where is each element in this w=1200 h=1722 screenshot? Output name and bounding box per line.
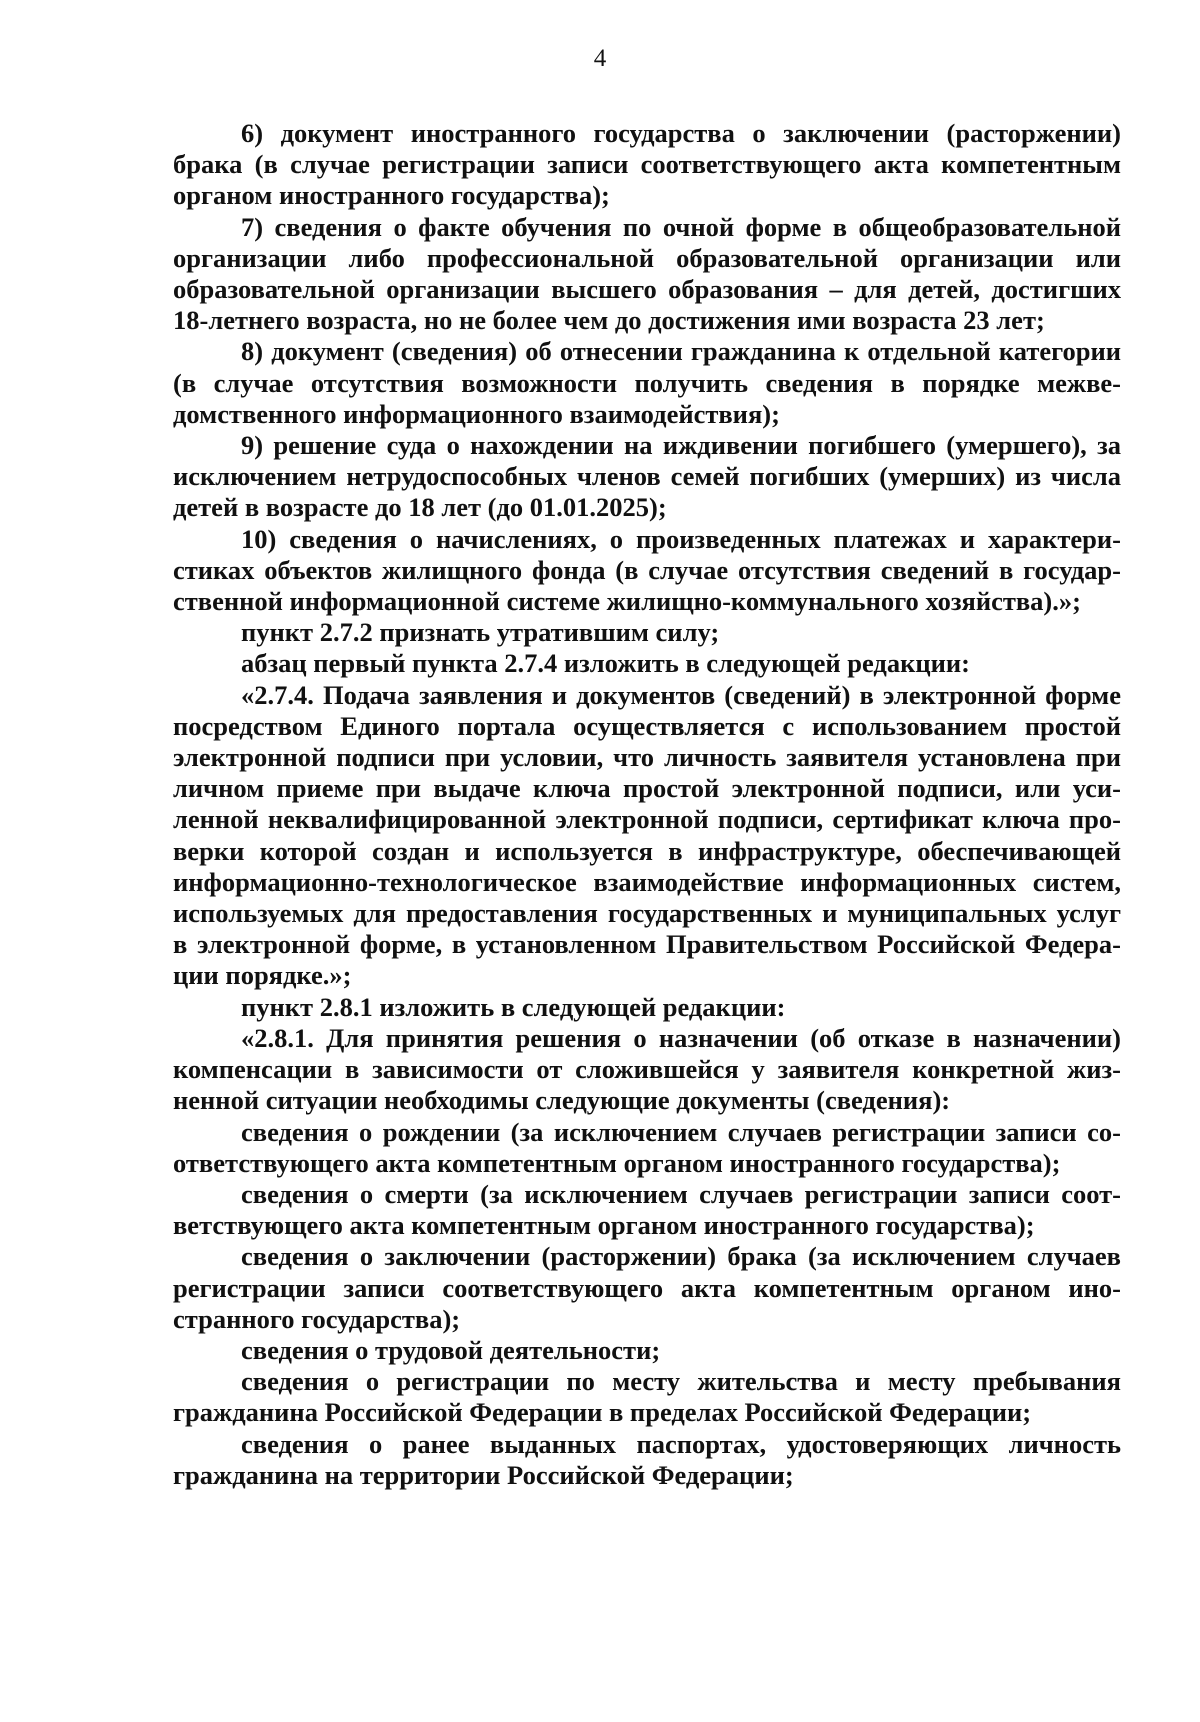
paragraph: пункт 2.7.2 признать утратившим силу; xyxy=(241,617,720,648)
paragraph: сведения о рождении (за исключением случаев регистрации записи соответствующего акта компетентным органом иностранного государства); xyxy=(173,1116,1121,1178)
paragraph: 9) решение суда о нахождении на иждивении погибшего (умершего), за исключением нетрудоспособных членов семей погибших (умерших) из числа детей в возрасте до 18 лет (до 01.01.2025); xyxy=(173,430,1121,523)
paragraph: «2.7.4. Подача заявления и документов (сведений) в электронной форме посредством Единого портала осуществляется с использованием простой электронной подписи при условии, что личность заявителя установлена при личном приеме при выдаче ключа простой электронной подписи, или усиленной неквалифицированной электронной подписи, сертификат ключа проверки которой создан и используется в инфраструктуре, обеспечивающей информационно-технологическое взаимодействие информационных систем, используемых для предоставления государственных и муниципальных услуг в электронной форме, в установленном Правительством Российской Федерации порядке.»; xyxy=(173,679,1121,991)
paragraph: сведения о регистрации по месту жительства и месту пребывания гражданина Российской Федерации в пределах Российской Федерации; xyxy=(173,1366,1121,1428)
paragraph: «2.8.1. Для принятия решения о назначении (об отказе в назначении) компенсации в зависимости от сложившейся у заявителя конкретной жизненной ситуации необходимы следующие документы (сведения): xyxy=(173,1022,1121,1116)
paragraph: 7) сведения о факте обучения по очной форме в общеобразовательной организации либо профессиональной образовательной организации или образовательной организации высшего образования – для детей, достигших 18-летнего возраста, но не более чем до достижения ими возраста 23 лет; xyxy=(173,211,1121,336)
page-number: 4 xyxy=(593,45,607,72)
paragraph: 10) сведения о начислениях, о произведенных платежах и характеристиках объектов жилищного фонда (в случае отсутствия сведений в государственной информационной системе жилищно-коммунального хозяйства).»; xyxy=(173,523,1121,617)
paragraph: 6) документ иностранного государства о заключении (расторжении) брака (в случае регистрации записи соответствующего акта компетентным органом иностранного государства); xyxy=(173,118,1121,211)
paragraph: сведения о трудовой деятельности; xyxy=(241,1334,661,1365)
paragraph: сведения о смерти (за исключением случаев регистрации записи соответствующего акта компетентным органом иностранного государства); xyxy=(173,1178,1121,1241)
paragraph: сведения о заключении (расторжении) брака (за исключением случаев регистрации записи соответствующего акта компетентным органом иностранного государства); xyxy=(173,1241,1121,1334)
paragraph: абзац первый пункта 2.7.4 изложить в следующей редакции: xyxy=(241,648,970,679)
paragraph: пункт 2.8.1 изложить в следующей редакции: xyxy=(241,991,786,1022)
paragraph: сведения о ранее выданных паспортах, удостоверяющих личность гражданина на территории Российской Федерации; xyxy=(173,1428,1121,1490)
document-body xyxy=(173,118,1121,1491)
paragraph: 8) документ (сведения) об отнесении гражданина к отдельной категории (в случае отсутствия возможности получить сведения в порядке межведомственного информационного взаимодействия); xyxy=(173,336,1121,429)
